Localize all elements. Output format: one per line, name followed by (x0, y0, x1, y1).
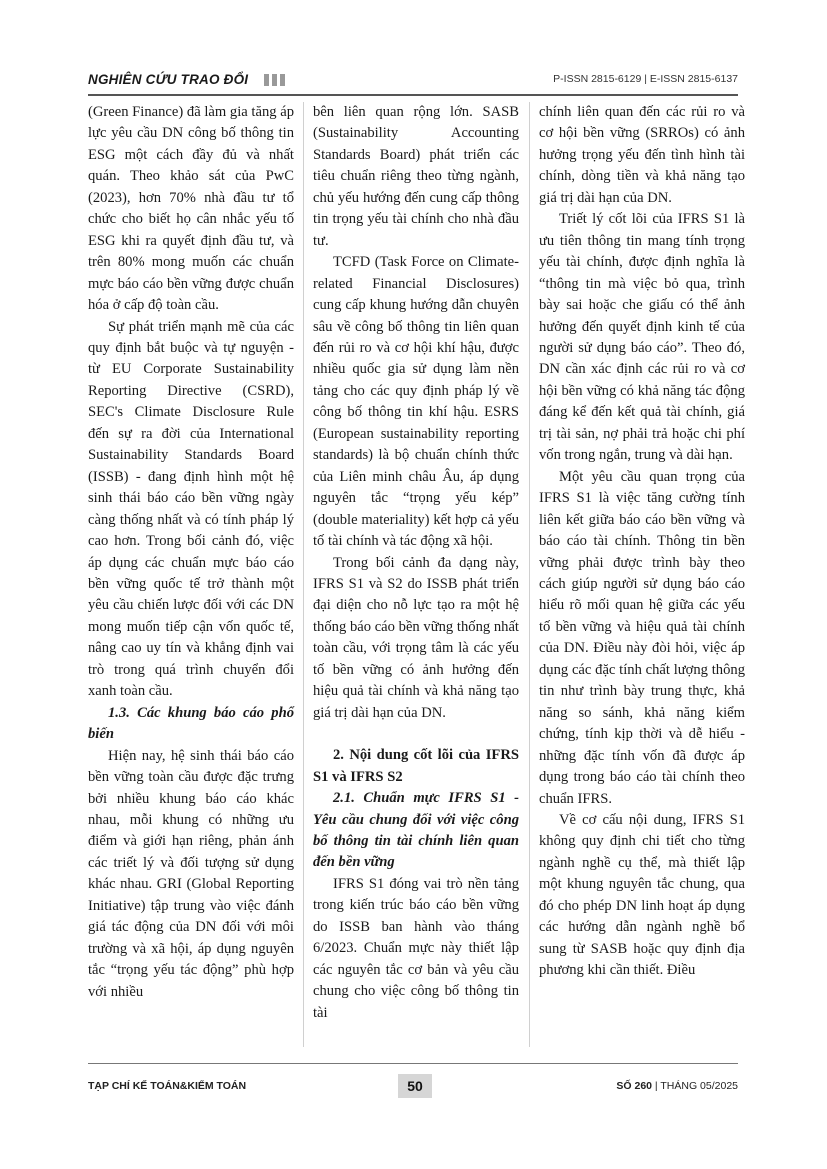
issue-number: SỐ 260 (616, 1080, 652, 1092)
page-header (88, 66, 738, 92)
paragraph: Sự phát triển mạnh mẽ của các quy định bắt buộc và tự nguyện - từ EU Corporate Sustainability Reporting Directive (CSRD), SEC's Climate Disclosure Rule đến sự ra đời của International Sustainability Standards Board (ISSB) - đang định hình một hệ sinh thái báo cáo bền vững ngày càng thống nhất và có tính pháp lý cao hơn. Trong bối cảnh đó, việc áp dụng các chuẩn mực báo cáo bền vững quốc tế trở thành một yêu cầu chiến lược đối với các DN mong muốn tiếp cận vốn quốc tế, nâng cao uy tín và khẳng định vai trò trong quá trình chuyển đổi xanh toàn cầu. (88, 318, 294, 700)
paragraph: Hiện nay, hệ sinh thái báo cáo bền vững toàn cầu được đặc trưng bởi nhiều khung báo cáo khác nhau, mỗi khung có những ưu điểm và giới hạn riêng, phản ánh các triết lý và đối tượng sử dụng khác nhau. GRI (Global Reporting Initiative) tập trung vào việc đánh giá tác động của DN đối với môi trường và xã hội, áp dụng nguyên tắc “trọng yếu tác động” phù hợp với nhiều (88, 747, 294, 1000)
subsection-heading: 2.1. Chuẩn mực IFRS S1 - Yêu cầu chung đối với việc công bố thông tin tài chính liên quan đến bền vững (313, 790, 519, 871)
issue-month: | THÁNG 05/2025 (654, 1080, 738, 1092)
header-rule (88, 94, 738, 96)
paragraph: bên liên quan rộng lớn. SASB (Sustainability Accounting Standards Board) phát triển các tiêu chuẩn riêng theo từng ngành, chủ yếu hướng đến cung cấp thông tin trọng yếu tài chính cho nhà đầu tư. (313, 104, 519, 249)
paragraph: Trong bối cảnh đa dạng này, IFRS S1 và S2 do ISSB phát triển đại diện cho nỗ lực tạo ra một hệ thống báo cáo bền vững thống nhất toàn cầu, với trọng tâm là các yếu tố bền vững có ảnh hưởng đến hiệu quả tài chính và khả năng tạo giá trị dài hạn của DN. (313, 554, 519, 721)
column-1 (88, 102, 294, 1003)
section-title: NGHIÊN CỨU TRAO ĐỔI (88, 72, 249, 87)
paragraph: Triết lý cốt lõi của IFRS S1 là ưu tiên thông tin mang tính trọng yếu tài chính, được định nghĩa là “thông tin mà việc bỏ qua, trình bày sai hoặc che giấu có thể ảnh hưởng đến quyết định kinh tế của người sử dụng báo cáo”. Theo đó, DN cần xác định các rủi ro và cơ hội bền vững có khả năng tác động đáng kể đến kết quả tài chính, giá trị tài sản, nợ phải trả hoặc chi phí vốn trong ngắn, trung và dài hạn. (539, 211, 745, 464)
subsection-heading: 1.3. Các khung báo cáo phổ biến (88, 704, 294, 743)
paragraph: IFRS S1 đóng vai trò nền tảng trong kiến trúc báo cáo bền vững do ISSB ban hành vào tháng 6/2023. Chuẩn mực này thiết lập các nguyên tắc cơ bản và yêu cầu chung cho việc công bố thông tin tài (313, 875, 519, 1021)
paragraph: (Green Finance) đã làm gia tăng áp lực yêu cầu DN công bố thông tin ESG một cách đầy đủ và nhất quán. Theo khảo sát của PwC (2023), hơn 70% nhà đầu tư tổ chức cho biết họ cân nhắc yếu tố ESG khi ra quyết định đầu tư, và trên 80% mong muốn các chuẩn mực báo cáo bền vững được chuẩn hóa ở cấp độ toàn cầu. (88, 104, 294, 314)
paragraph: chính liên quan đến các rủi ro và cơ hội bền vững (SRROs) có ảnh hưởng trọng yếu đến tình hình tài chính, dòng tiền và khả năng tạo giá trị dài hạn của DN. (539, 104, 745, 206)
issue-info (616, 1080, 738, 1092)
page-number: 50 (398, 1074, 432, 1098)
journal-name: TẠP CHÍ KẾ TOÁN&KIỂM TOÁN (88, 1080, 247, 1092)
column-2 (313, 102, 519, 1024)
footer-rule (88, 1063, 738, 1064)
column-divider (303, 102, 304, 1047)
paragraph: TCFD (Task Force on Climate-related Financial Disclosures) cung cấp khung hướng dẫn chuyên sâu về công bố thông tin liên quan đến rủi ro và cơ hội khí hậu, được nhiều quốc gia sử dụng làm nền tảng cho các quy định pháp lý về công bố thông tin khí hậu. ESRS (European sustainability reporting standards) là bộ chuẩn chính thức của Liên minh châu Âu, áp dụng nguyên tắc “trọng yếu kép” (double materiality) kết hợp cả yếu tố tài chính và tác động xã hội. (313, 254, 519, 550)
paragraph: Về cơ cấu nội dung, IFRS S1 không quy định chi tiết cho từng ngành nghề cụ thể, mà thiết lập một khung nguyên tắc chung, qua đó cho phép DN linh hoạt áp dụng các hướng dẫn ngành nghề bổ sung từ SASB hoặc quy định địa phương khi cần thiết. Điều (539, 811, 745, 979)
header-decoration (264, 74, 285, 86)
column-3 (539, 102, 745, 982)
paragraph: Một yêu cầu quan trọng của IFRS S1 là việc tăng cường tính liên kết giữa báo cáo bền vững và báo cáo tài chính. Thông tin bền vững phải được trình bày theo cách giúp người sử dụng báo cáo hiểu rõ mối quan hệ giữa các yếu tố bền vững và hiệu quả tài chính của DN. Điều này đòi hỏi, việc áp dụng các đặc tính chất lượng thông tin như trình bày trung thực, khả năng so sánh, khả năng kiểm chứng, tính kịp thời và dễ hiểu - những đặc tính vốn đã được áp dụng trong báo cáo tài chính theo chuẩn IFRS. (539, 468, 745, 807)
section-heading: 2. Nội dung cốt lõi của IFRS S1 và IFRS S2 (313, 747, 519, 785)
issn-label: P-ISSN 2815-6129 | E-ISSN 2815-6137 (553, 73, 738, 85)
column-divider (529, 102, 530, 1047)
article-body (88, 102, 745, 1047)
